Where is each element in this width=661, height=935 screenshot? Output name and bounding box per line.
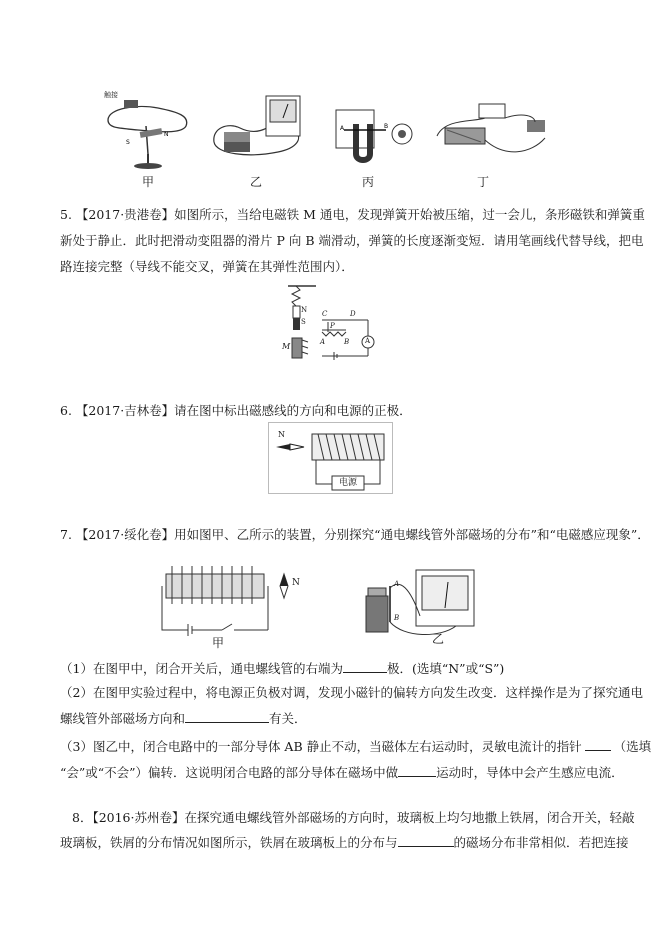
figure-ding-label: 丁: [476, 175, 489, 189]
q5-line-1: 5. 【2017·贵港卷】如图所示，当给电磁铁 M 通电，发现弹簧开始被压缩，过一会儿，条形磁铁和弹簧重: [60, 207, 645, 222]
svg-text:A: A: [340, 125, 345, 132]
q5-line-3: 路连接完整（导线不能交叉，弹簧在其弹性范围内）．: [60, 259, 354, 274]
q6-drawing: [268, 422, 393, 494]
q7-part3-line1: [60, 734, 651, 760]
q7-yi-rod-a: A: [394, 580, 400, 588]
q7-part1: [60, 656, 504, 682]
q7-yi-rod-b: B: [394, 614, 400, 622]
svg-text:S: S: [126, 139, 130, 146]
q6-power-label: 电源: [338, 478, 357, 488]
q8-blank[interactable]: [398, 832, 454, 847]
q7-part2-line1: （2）在图甲实验过程中，将电源正负极对调，发现小磁针的偏转方向发生改变．这样操作是为了探究通电: [60, 685, 643, 700]
q7-part3-line2: [60, 760, 624, 786]
figure-jia: [98, 86, 198, 191]
q6-figure: [268, 422, 393, 494]
svg-text:N: N: [164, 131, 169, 138]
q8-line-1: 8．【2016·苏州卷】在探究通电螺线管外部磁场的方向时，玻璃板上均匀地撒上铁屑，闭合开关，轻敲: [72, 810, 635, 825]
figure-bing-label: 丙: [361, 175, 374, 189]
q7-part1-text-b: 极．(选填“N”或“S”): [386, 661, 505, 676]
q6-text: 6. 【2017·吉林卷】请在图中标出磁感线的方向和电源的正极．: [60, 403, 412, 418]
figure-jia-tag: 触接: [104, 91, 118, 99]
figure-ding-drawing: [435, 98, 555, 191]
svg-text:B: B: [384, 123, 389, 130]
figure-ding: [435, 98, 555, 191]
q5-label-p: P: [330, 322, 335, 330]
q5-label-d: D: [350, 310, 356, 318]
figure-bing: [330, 100, 420, 191]
figure-yi-label: 乙: [249, 175, 262, 189]
q7-figure-yi: [360, 568, 480, 653]
q5-label-n: N: [301, 306, 308, 314]
q7-part2-text-b: 有关．: [269, 711, 307, 726]
q8-line-2: [60, 830, 629, 856]
q7-yi-label: 乙: [431, 632, 444, 646]
q5-line-2: 新处于静止．此时把滑动变阻器的滑片 P 向 B 端滑动，弹簧的长度逐渐变短．请用笔画线代替导线，把电: [60, 233, 644, 248]
q7-part3-text-b: （选填: [613, 739, 652, 754]
q7-jia-needle-n: N: [292, 578, 300, 588]
q7-jia-drawing: [158, 556, 308, 651]
q7-part1-blank[interactable]: [343, 658, 387, 673]
q5-label-s: S: [301, 318, 306, 326]
q7-yi-drawing: [360, 568, 480, 653]
q7-part3-text-c: “会”或“不会”）偏转．这说明闭合电路的部分导体在磁场中做: [60, 765, 399, 780]
q5-label-a: A: [320, 338, 326, 346]
q7-part2-text-a: 螺线管外部磁场方向和: [60, 711, 186, 726]
q7-part3-blank-1[interactable]: [585, 736, 611, 751]
q7-part1-text-a: （1）在图甲中，闭合开关后，通电螺线管的右端为: [60, 661, 343, 676]
q7-part3-blank-2[interactable]: [398, 762, 436, 777]
figure-jia-label: 甲: [141, 175, 154, 189]
q5-label-b: B: [344, 338, 350, 346]
q5-label-c: C: [322, 310, 328, 318]
q7-part3-text-a: （3）图乙中，闭合电路中的一部分导体 AB 静止不动，当磁体左右运动时，灵敏电流计的指针: [60, 739, 582, 754]
q5-label-m: M: [282, 342, 291, 351]
q7-jia-label: 甲: [211, 636, 224, 650]
q6-needle-n: N: [278, 430, 285, 439]
q7-figure-jia: [158, 556, 308, 651]
q5-figure: [282, 282, 382, 368]
q5-ammeter-label: A: [365, 337, 371, 345]
figure-yi: [208, 88, 308, 191]
q7-part3-text-d: 运动时，导体中会产生感应电流．: [436, 765, 624, 780]
q8-text-b: 的磁场分布非常相似．若把连接: [453, 835, 629, 850]
q7-part2-line2: [60, 706, 307, 732]
q7-intro: 7. 【2017·绥化卷】用如图甲、乙所示的装置，分别探究“通电螺线管外部磁场的分布”和“电磁感应现象”．: [60, 527, 650, 542]
q7-part2-blank[interactable]: [185, 708, 269, 723]
q8-text-a: 玻璃板，铁屑的分布情况如图所示，铁屑在玻璃板上的分布与: [60, 835, 398, 850]
